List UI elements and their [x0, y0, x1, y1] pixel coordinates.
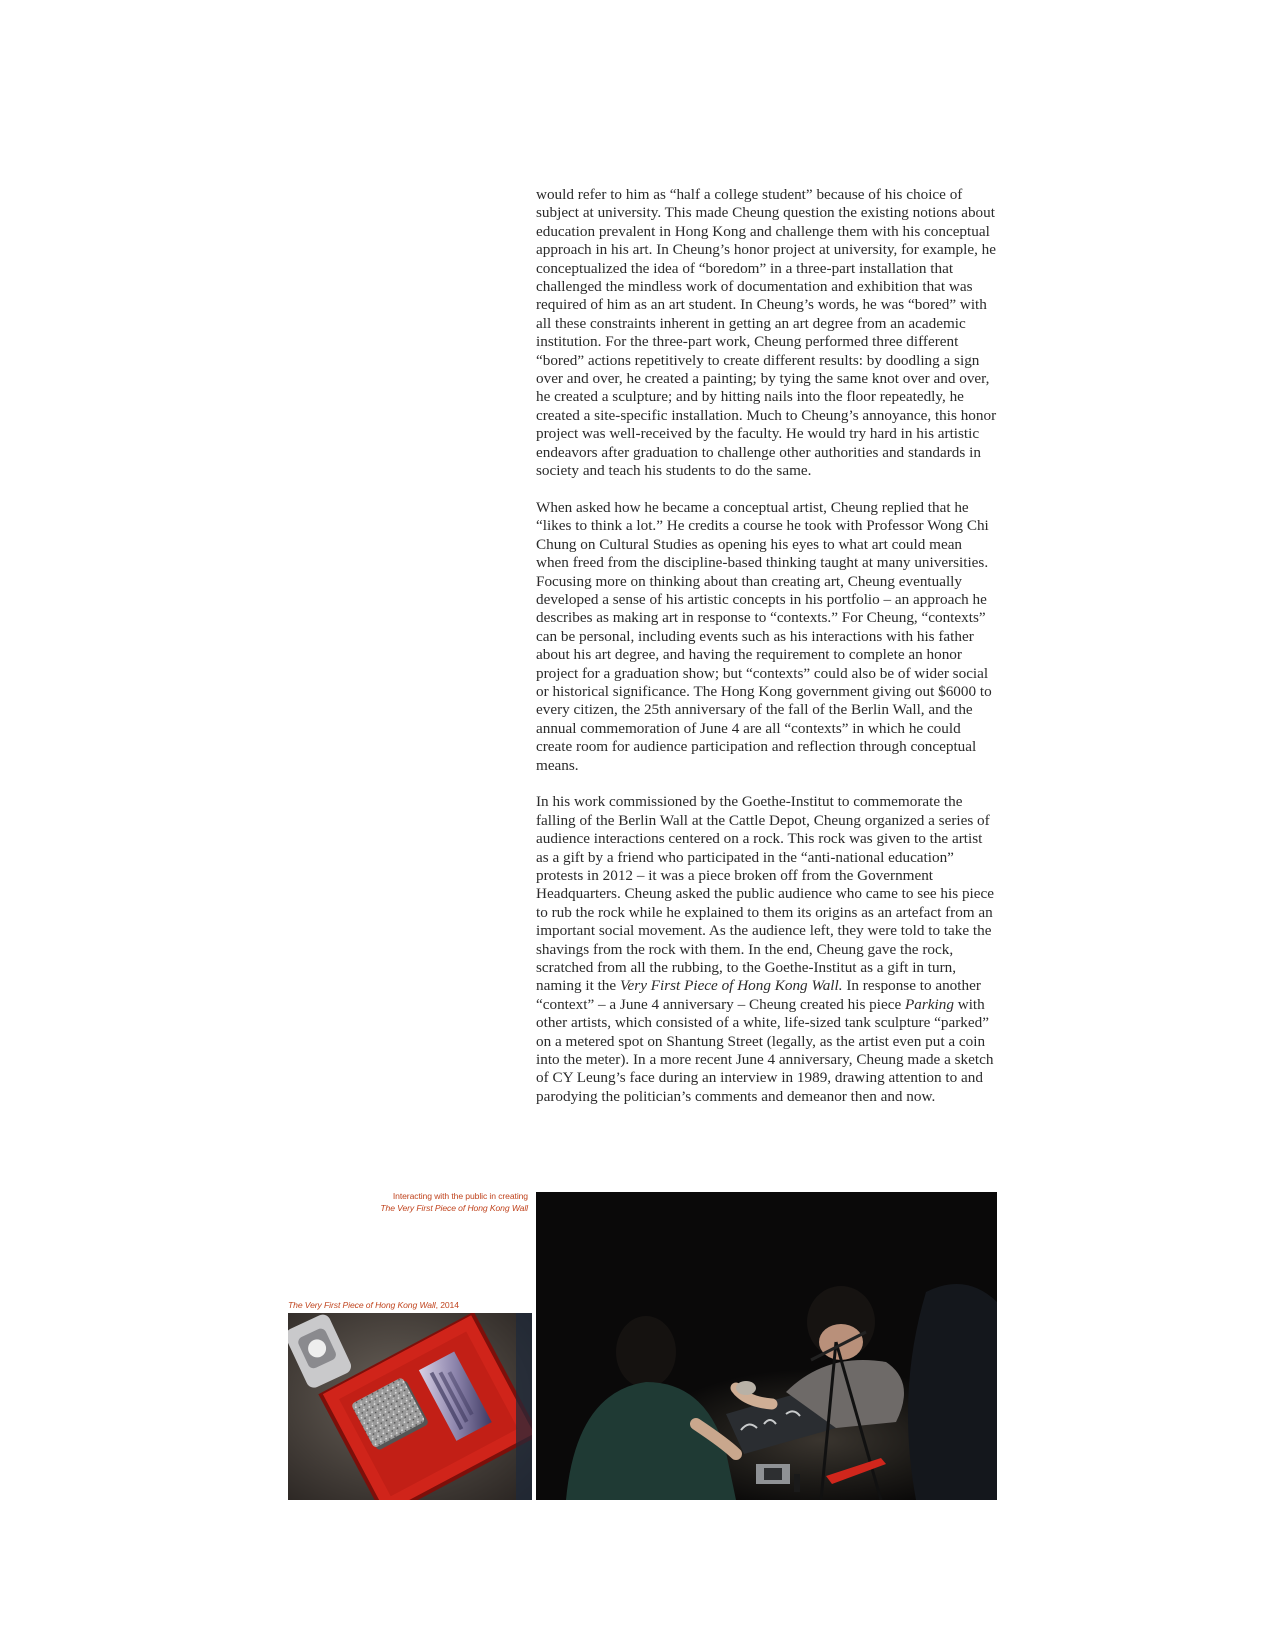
caption-line-2: The Very First Piece of Hong Kong Wall	[380, 1203, 528, 1213]
paragraph-3-part-a: In his work commissioned by the Goethe-Institut to commemorate the falling of the Berlin Wall at the Cattle Depot, Cheung organized a series of audience interactions centered on a rock. This rock was given to the artist as a gift by a friend who participated in the “anti-national education” protests in 2012 – it was a piece broken off from the Government Headquarters. Cheung asked the public audience who came to see his piece to rub the rock while he explained to them its origins as an artefact from an important social movement. As the audience left, they were told to take the shavings from the rock with them. In the end, Cheung gave the rock, scratched from all the rubbing, to the Goethe-Institut as a gift in turn, naming it the	[536, 793, 994, 995]
paragraph-3-part-b: In response to another “context” – a June 4 anniversary – Cheung created his piece	[536, 977, 981, 1013]
audience-interaction-photo	[536, 1192, 997, 1500]
article-column	[536, 186, 998, 1125]
artwork-title-wall: Very First Piece of Hong Kong Wall.	[619, 977, 843, 995]
rock-photo-caption	[288, 1299, 528, 1311]
paragraph-1: would refer to him as “half a college student” because of his choice of subject at university. This made Cheung question the existing notions about education prevalent in Hong Kong and challenge them with his conceptual approach in his art. In Cheung’s honor project at university, for example, he conceptualized the idea of “boredom” in a three-part installation that challenged the mindless work of documentation and exhibition that was required of him as an art student. In Cheung’s words, he was “bored” with all these constraints inherent in getting an art degree from an academic institution. For the three-part work, Cheung performed three different “bored” actions repetitively to create different results: by doodling a sign over and over, he created a painting; by tying the same knot over and over, he created a sculpture; and by hitting nails into the floor repeatedly, he created a site-specific installation. Much to Cheung’s annoyance, this honor project was well-received by the faculty. He would try hard in his artistic endeavors after graduation to challenge other authorities and standards in society and teach his students to do the same.	[536, 186, 997, 480]
paragraph-3-part-c: with other artists, which consisted of a white, life-sized tank sculpture “parked” on a metered spot on Shantung Street (legally, as the artist even put a coin into the meter). In a more recent June 4 anniversary, Cheung made a sketch of CY Leung’s face during an interview in 1989, drawing attention to and parodying the politician’s comments and demeanor then and now.	[536, 995, 994, 1105]
rock-caption-year: , 2014	[435, 1300, 459, 1310]
paragraph-3	[536, 793, 998, 1106]
interaction-photo-caption	[320, 1190, 528, 1214]
rock-artwork-photo	[288, 1313, 532, 1500]
artwork-title-parking: Parking	[905, 995, 954, 1013]
rock-caption-title: The Very First Piece of Hong Kong Wall	[288, 1300, 436, 1310]
caption-line-1: Interacting with the public in creating	[392, 1191, 528, 1201]
paragraph-2: When asked how he became a conceptual artist, Cheung replied that he “likes to think a lot.” He credits a course he took with Professor Wong Chi Chung on Cultural Studies as opening his eyes to what art could mean when freed from the discipline-based thinking taught at many universities. Focusing more on thinking about than creating art, Cheung eventually developed a sense of his artistic concepts in his portfolio – an approach he describes as making art in response to “contexts.” For Cheung, “contexts” can be personal, including events such as his interactions with his father about his art degree, and having the requirement to complete an honor project for a graduation show; but “contexts” could also be of wider social or historical significance. The Hong Kong government giving out $6000 to every citizen, the 25th anniversary of the fall of the Berlin Wall, and the annual commemoration of June 4 are all “contexts” in which he could create room for audience participation and reflection through conceptual means.	[536, 498, 992, 774]
